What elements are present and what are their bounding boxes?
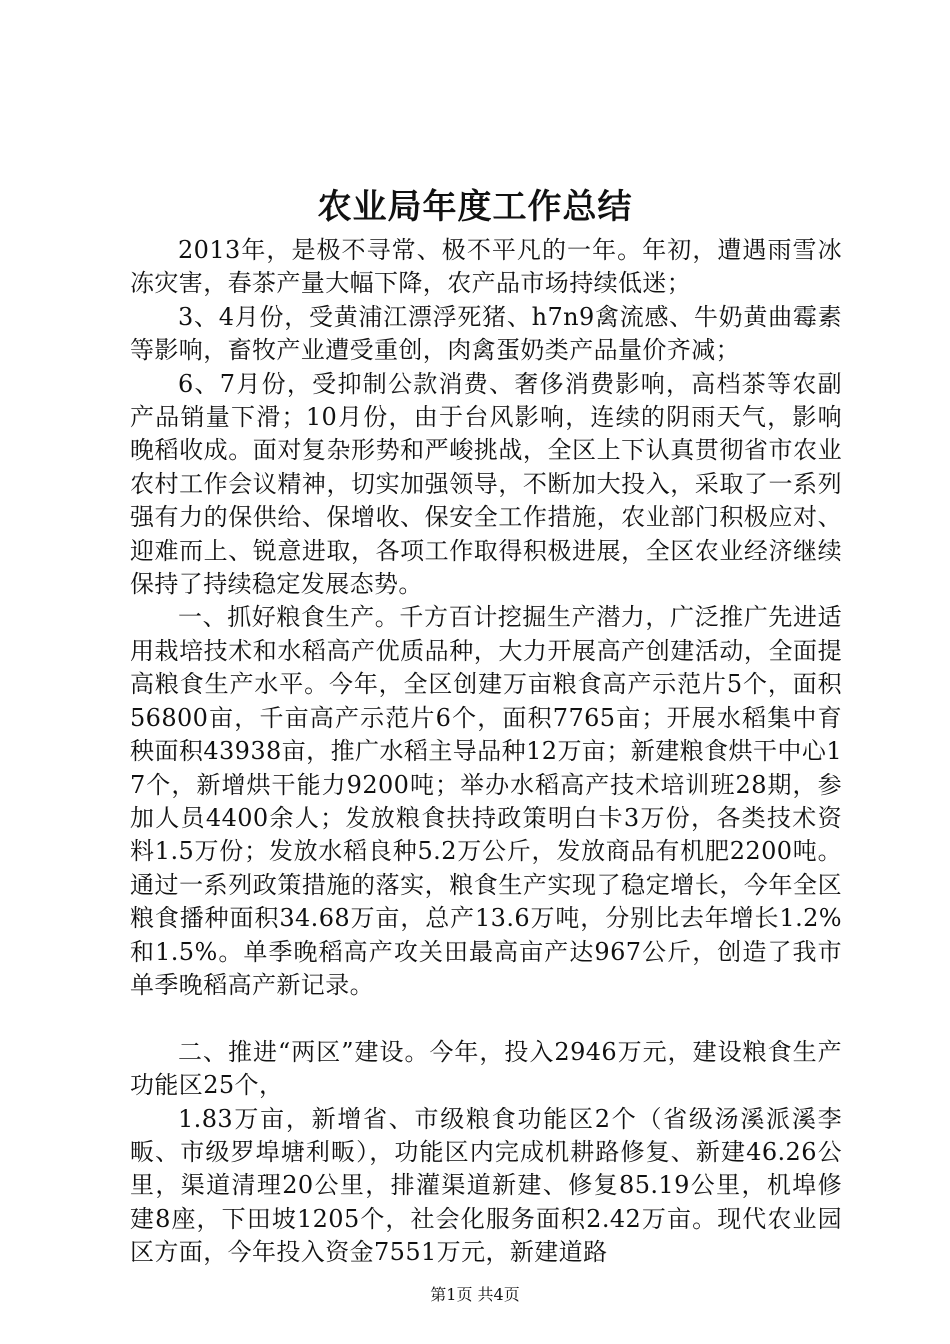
paragraph-spring: 3、4月份，受黄浦江漂浮死猪、h7n9禽流感、牛奶黄曲霉素等影响，畜牧产业遭受重创，肉禽蛋奶类产品量价齐减； <box>130 302 842 365</box>
document-body <box>130 234 842 1270</box>
paragraph-summer: 6、7月份，受抑制公款消费、奢侈消费影响，高档茶等农副产品销量下滑；10月份，由于台风影响，连续的阴雨天气，影响晚稻收成。面对复杂形势和严峻挑战，全区上下认真贯彻省市农业农村工作会议精神，切实加强领导，不断加大投入，采取了一系列强有力的保供给、保增收、保安全工作措施，农业部门积极应对、迎难而上、锐意进取，各项工作取得积极进展，全区农业经济继续保持了持续稳定发展态势。 <box>130 369 842 599</box>
paragraph-function-zones: 1.83万亩，新增省、市级粮食功能区2个（省级汤溪派溪李畈、市级罗埠塘利畈），功能区内完成机耕路修复、新建46.26公里，渠道清理20公里，排灌渠道新建、修复85.19公里，机埠修建8座，下田坡1205个，社会化服务面积2.42万亩。现代农业园区方面，今年投入资金7551万元，新建道路 <box>130 1104 842 1267</box>
document-title: 农业局年度工作总结 <box>317 187 633 227</box>
paragraph-spacer <box>130 1002 842 1035</box>
paragraph-intro: 2013年，是极不寻常、极不平凡的一年。年初，遭遇雨雪冰冻灾害，春茶产量大幅下降，农产品市场持续低迷； <box>130 236 842 298</box>
paragraph-grain-production: 一、抓好粮食生产。千方百计挖掘生产潜力，广泛推广先进适用栽培技术和水稻高产优质品种，大力开展高产创建活动，全面提高粮食生产水平。今年，全区创建万亩粮食高产示范片5个，面积56800亩，千亩高产示范片6个，面积7765亩；开展水稻集中育秧面积43938亩，推广水稻主导品种12万亩；新建粮食烘干中心17个，新增烘干能力9200吨；举办水稻高产技术培训班28期，参加人员4400余人；发放粮食扶持政策明白卡3万份，各类技术资料1.5万份；发放水稻良种5.2万公斤，发放商品有机肥2200吨。通过一系列政策措施的落实，粮食生产实现了稳定增长，今年全区粮食播种面积34.68万亩，总产13.6万吨，分别比去年增长1.2%和1.5%。单季晚稻高产攻关田最高亩产达967公斤，创造了我市单季晚稻高产新记录。 <box>130 603 842 999</box>
page-footer: 第1页 共4页 <box>430 1285 520 1304</box>
paragraph-two-zones: 二、推进“两区”建设。今年，投入2946万元，建设粮食生产功能区25个， <box>130 1037 842 1100</box>
